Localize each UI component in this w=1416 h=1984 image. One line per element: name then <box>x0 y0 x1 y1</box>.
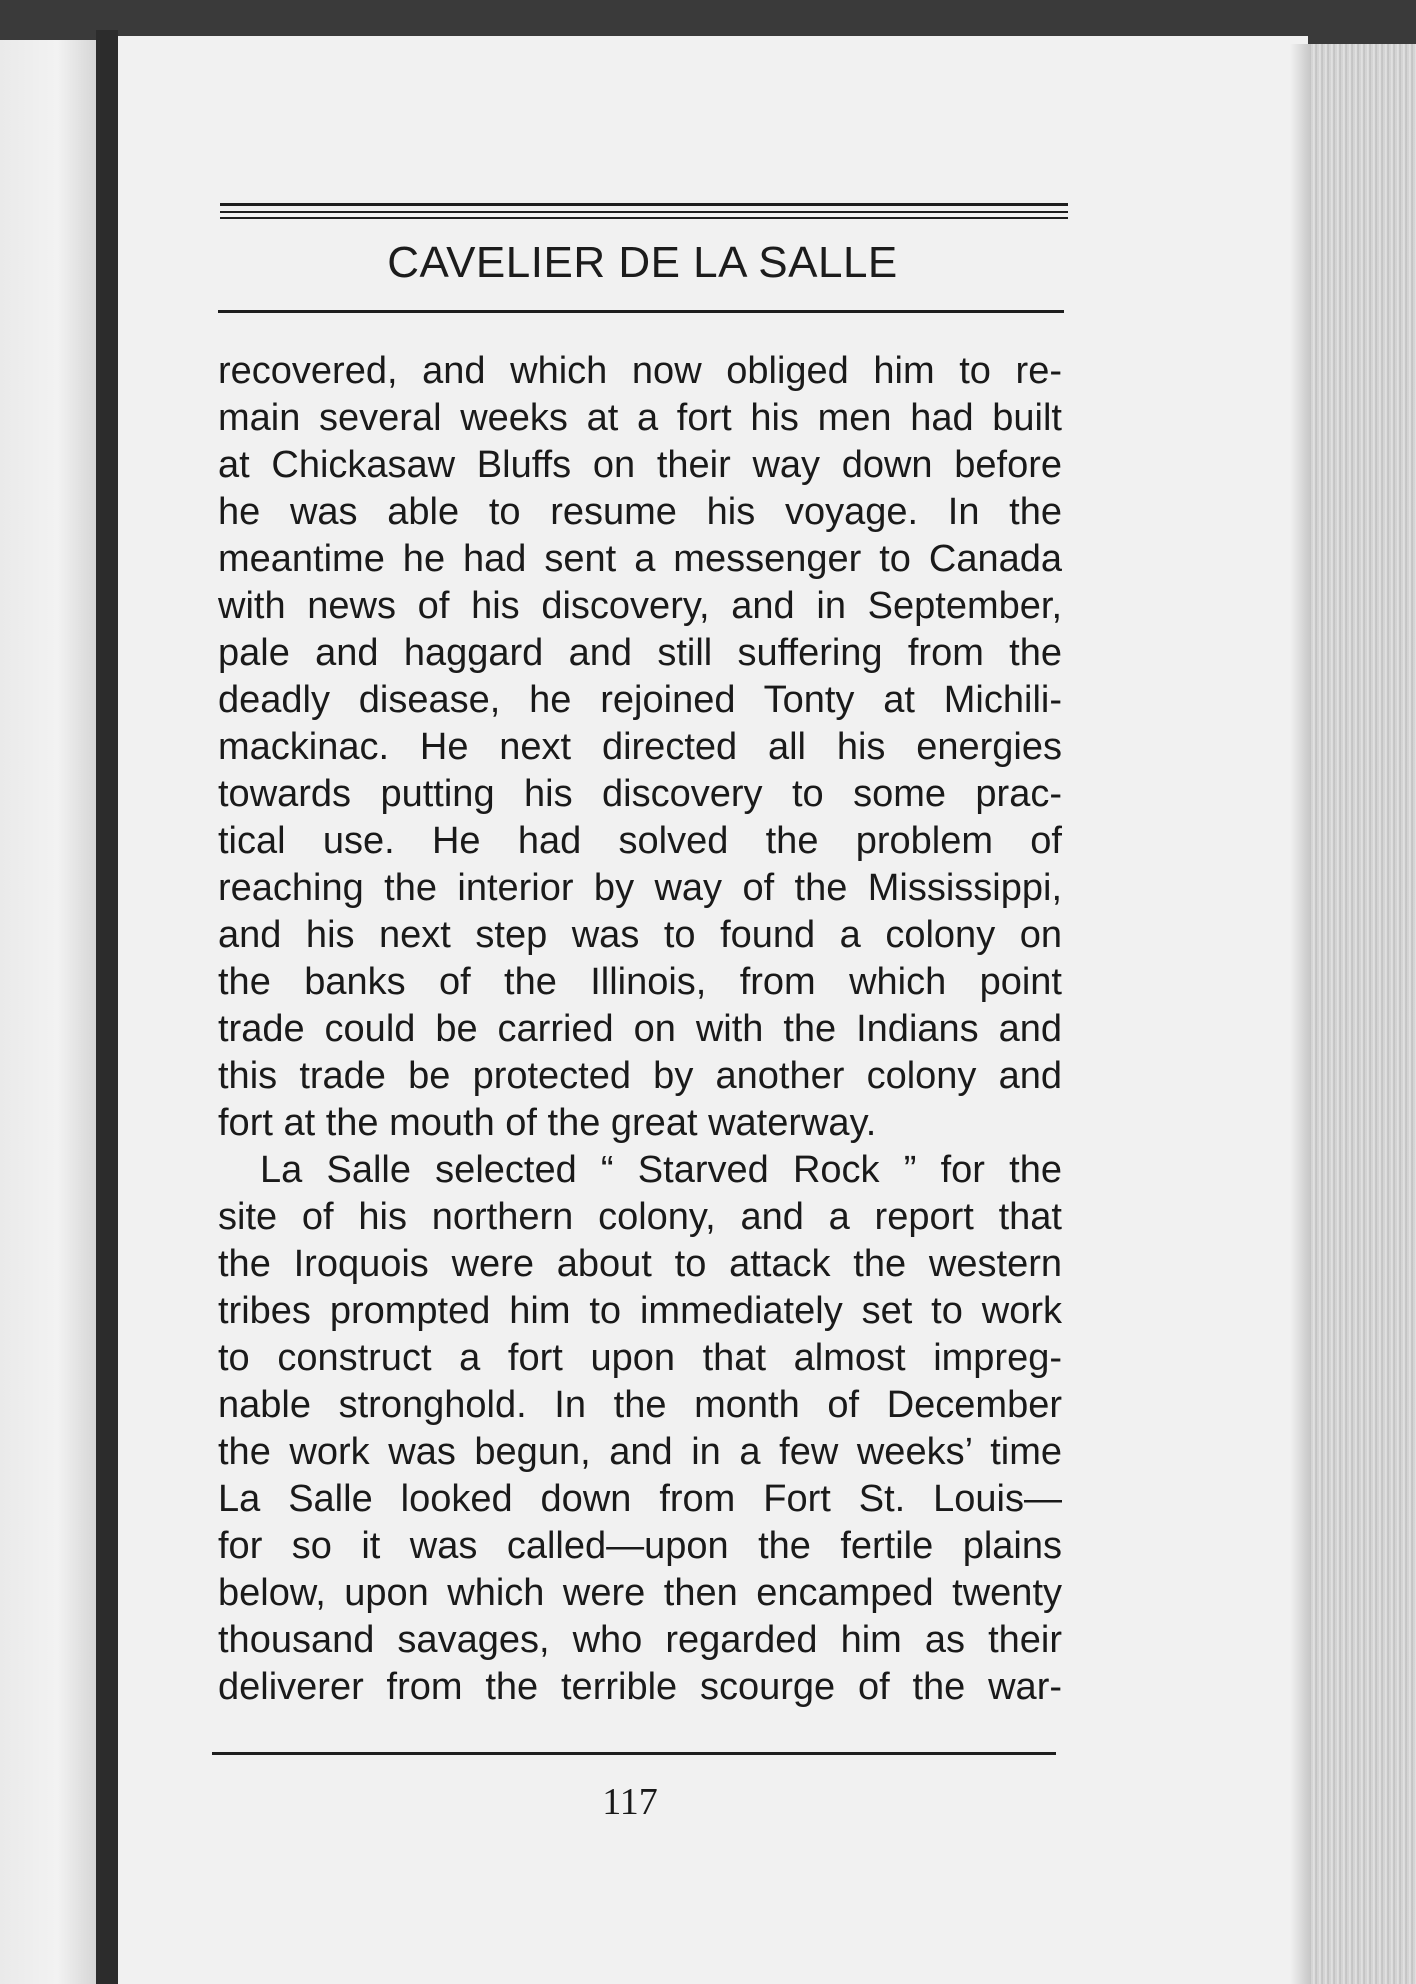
page-edge-shadow <box>1290 44 1310 1984</box>
text-line: this trade be protected by another colony and <box>218 1055 1062 1097</box>
text-line: to construct a fort upon that almost impreg- <box>218 1337 1062 1379</box>
text-line: meantime he had sent a messenger to Canada <box>218 538 1062 580</box>
text-line: deadly disease, he rejoined Tonty at Michili- <box>218 679 1062 721</box>
page-number: 117 <box>602 1781 658 1823</box>
text-line: and his next step was to found a colony on <box>218 914 1062 956</box>
text-line: for so it was called—upon the fertile plains <box>218 1525 1062 1567</box>
text-line: tribes prompted him to immediately set to work <box>218 1290 1062 1332</box>
text-line: La Salle selected “ Starved Rock ” for the <box>260 1149 1062 1191</box>
text-line: site of his northern colony, and a report that <box>218 1196 1062 1238</box>
text-line: the work was begun, and in a few weeks’ time <box>218 1431 1062 1473</box>
text-line: trade could be carried on with the Indians and <box>218 1008 1062 1050</box>
text-line: with news of his discovery, and in September, <box>218 585 1062 627</box>
text-line: thousand savages, who regarded him as their <box>218 1619 1062 1661</box>
text-line: deliverer from the terrible scourge of the war- <box>218 1666 1062 1708</box>
text-line: pale and haggard and still suffering from the <box>218 632 1062 674</box>
header-rule-inner <box>220 217 1068 219</box>
book-gutter <box>96 30 118 1984</box>
header-rule-middle <box>220 211 1068 213</box>
header-rule-top <box>220 203 1068 206</box>
text-line: reaching the interior by way of the Mississippi, <box>218 867 1062 909</box>
text-line: recovered, and which now obliged him to re- <box>218 350 1062 392</box>
page-edges <box>1300 44 1416 1984</box>
footer-rule <box>212 1752 1056 1755</box>
text-line: below, upon which were then encamped twenty <box>218 1572 1062 1614</box>
header-rule-bottom <box>218 310 1064 313</box>
text-line: main several weeks at a fort his men had built <box>218 397 1062 439</box>
text-line: La Salle looked down from Fort St. Louis— <box>218 1478 1062 1520</box>
text-line: the banks of the Illinois, from which point <box>218 961 1062 1003</box>
text-line: fort at the mouth of the great waterway. <box>218 1102 877 1144</box>
text-line: towards putting his discovery to some prac- <box>218 773 1062 815</box>
text-line: the Iroquois were about to attack the western <box>218 1243 1062 1285</box>
text-line: he was able to resume his voyage. In the <box>218 491 1062 533</box>
text-line: tical use. He had solved the problem of <box>218 820 1062 862</box>
text-line: mackinac. He next directed all his energies <box>218 726 1062 768</box>
facing-page-edge <box>0 40 96 1984</box>
body-text <box>218 348 1062 1711</box>
text-line: nable stronghold. In the month of December <box>218 1384 1062 1426</box>
running-head: CAVELIER DE LA SALLE <box>387 238 898 287</box>
text-line: at Chickasaw Bluffs on their way down before <box>218 444 1062 486</box>
